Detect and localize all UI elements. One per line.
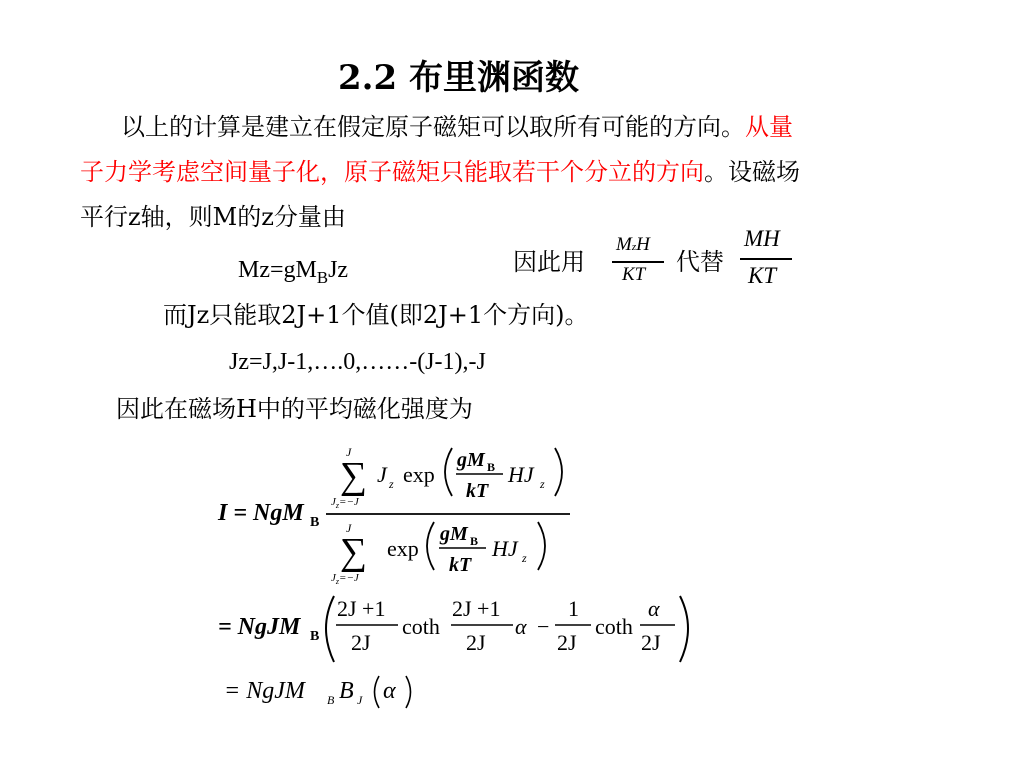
den-sum-bottom-sub: z (335, 577, 340, 586)
den-sum-sigma: ∑ (340, 531, 368, 573)
paragraph-line-3: 平行z轴，则M的z分量由 (80, 203, 346, 231)
fraction-small-num-m: M (616, 234, 632, 255)
eq2-lhs-sub: B (310, 629, 320, 644)
paragraph-line-2-text: 。设磁场 (704, 158, 800, 186)
paragraph-line-2-highlight: 子力学考虑空间量子化，原子磁矩只能取若干个分立的方向 (80, 158, 704, 186)
fraction-mh-over-kt (740, 226, 792, 292)
average-magnetization-intro: 因此在磁场H中的平均磁化强度为 (116, 395, 473, 423)
fraction-big-denominator: KT (748, 263, 777, 288)
mz-formula (238, 258, 348, 290)
mz-formula-tail: Jz (328, 257, 349, 283)
eq2-f2-den: 2J (466, 630, 486, 655)
eq2-f4-den: 2J (641, 630, 661, 655)
replace-text-2: 代替 (676, 248, 724, 276)
num-paren-right (555, 448, 562, 496)
den-gmb: gM (440, 523, 468, 545)
eq2-f1-den: 2J (351, 630, 371, 655)
eq3-paren-right (406, 676, 411, 708)
mz-formula-sub: B (316, 267, 329, 287)
num-sum-sigma: ∑ (340, 455, 368, 497)
num-paren-left (445, 448, 452, 496)
fraction-big-bar (740, 258, 792, 260)
eq2-paren-right (680, 596, 688, 662)
fraction-small-num-h: H (636, 234, 650, 255)
eq-lhs-sub: B (310, 515, 320, 530)
fraction-big-numerator: MH (744, 226, 780, 251)
num-jz-sub: z (389, 477, 394, 491)
jz-note: 而Jz只能取2J+1个值(即2J+1个方向)。 (163, 301, 589, 329)
eq3-b-sub: J (357, 693, 363, 707)
eq3-alpha: α (383, 678, 396, 704)
eq3-paren-left (375, 676, 380, 708)
eq2-lhs: = NgJM (218, 614, 301, 640)
fraction-small-numerator (616, 234, 650, 256)
fraction-small-num-sub: z (631, 241, 637, 253)
num-hj-sub: z (540, 477, 545, 491)
brillouin-equation (200, 436, 720, 726)
paragraph-line-2 (80, 160, 800, 184)
num-sum-bottom-tail: =−J (339, 496, 359, 508)
num-sum-bottom-sub: z (335, 501, 340, 510)
den-sum-top: J (346, 521, 352, 535)
den-kt: kT (449, 554, 472, 576)
replace-text-1: 因此用 (513, 248, 585, 276)
paragraph-line-1 (121, 115, 793, 139)
paragraph-line-1-highlight: 从量 (745, 113, 793, 141)
num-gmb: gM (457, 449, 485, 471)
num-hj: HJ (508, 462, 534, 487)
num-sum-bottom-j: J (331, 496, 336, 508)
eq3-lhs-sub: B (327, 693, 335, 707)
eq2-f1-num: 2J +1 (337, 596, 386, 621)
den-gmb-sub: B (470, 534, 479, 548)
jz-values: Jz=J,J-1,….0,……-(J-1),-J (229, 349, 486, 375)
den-sum-bottom-j: J (331, 572, 336, 584)
eq2-coth2: coth (595, 614, 633, 639)
num-sum-top: J (346, 445, 352, 459)
num-exp: exp (403, 462, 435, 487)
den-exp: exp (387, 536, 419, 561)
eq2-alpha: α (515, 614, 527, 639)
num-sum-bottom (331, 496, 360, 510)
eq2-f3-num: 1 (568, 596, 579, 621)
eq2-f2-num: 2J +1 (452, 596, 501, 621)
eq2-coth1: coth (402, 614, 440, 639)
eq2-f3-den: 2J (557, 630, 577, 655)
eq-lhs: I = NgM (218, 500, 304, 526)
den-sum-bottom (331, 572, 360, 586)
den-sum-bottom-tail: =−J (339, 572, 359, 584)
fraction-small-denominator: KT (622, 264, 646, 285)
paragraph-line-1-text: 以上的计算是建立在假定原子磁矩可以取所有可能的方向。 (121, 113, 745, 141)
page-title: 2.2 布里渊函数 (338, 58, 579, 98)
eq3-lhs: = NgJM (224, 678, 305, 704)
den-hj-sub: z (522, 551, 527, 565)
fraction-small-bar (612, 261, 664, 263)
eq2-paren-left (326, 596, 334, 662)
mz-formula-main: Mz=gM (238, 257, 317, 283)
eq2-minus: − (537, 614, 550, 639)
num-kt: kT (466, 480, 489, 502)
den-paren-right (538, 522, 545, 570)
eq2-f4-num: α (648, 596, 660, 621)
num-jz: J (377, 462, 387, 487)
den-hj: HJ (492, 536, 518, 561)
num-gmb-sub: B (487, 460, 496, 474)
den-paren-left (427, 522, 434, 570)
fraction-mz-h-over-kt (610, 232, 666, 290)
eq3-b: B (339, 678, 354, 704)
